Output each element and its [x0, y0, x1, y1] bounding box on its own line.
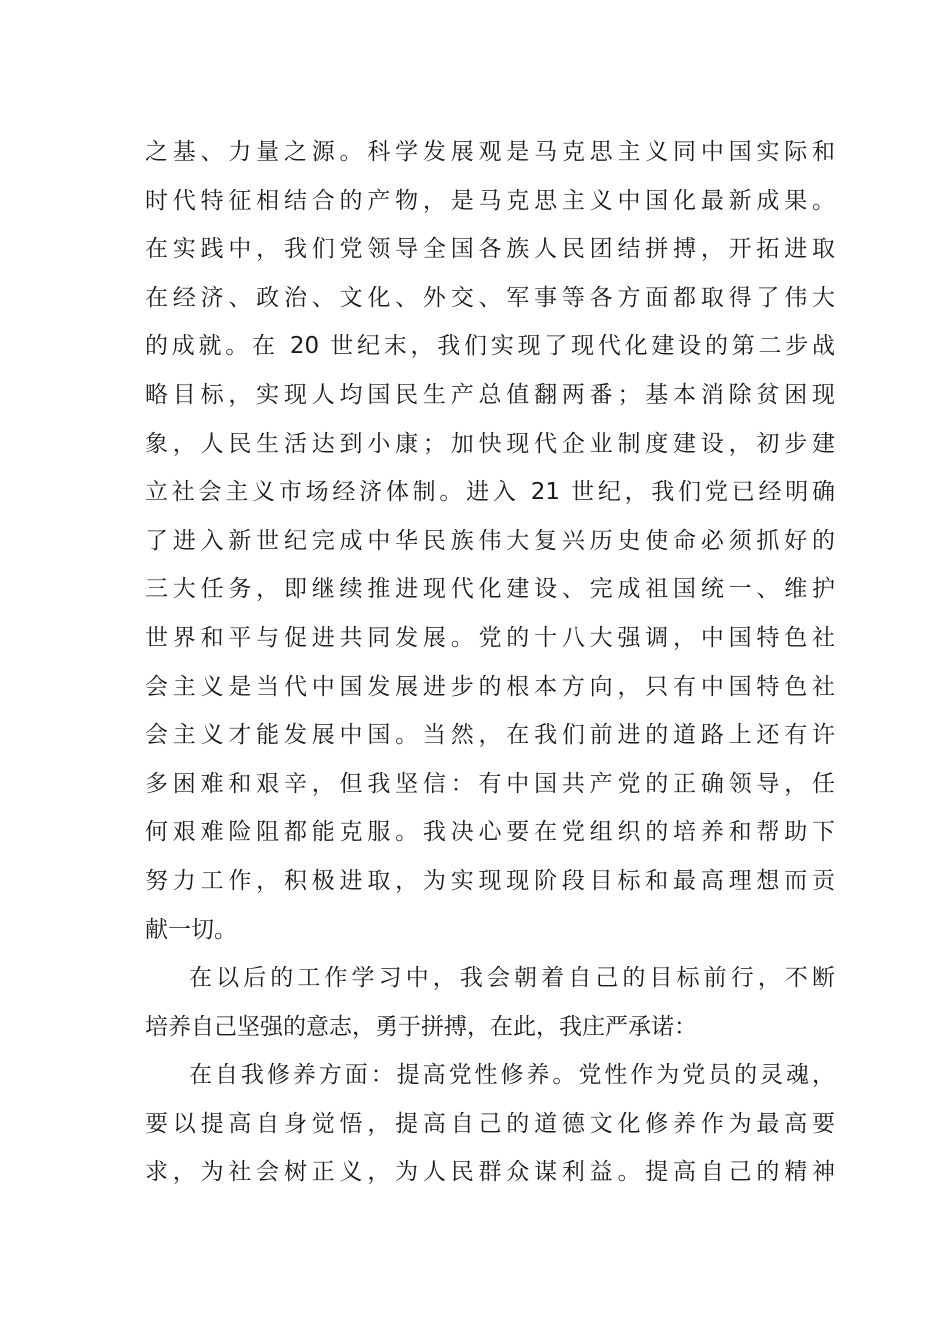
text-line: 略目标，实现人均国民生产总值翻两番；基本消除贫困现 [145, 381, 835, 408]
text-line: 象，人民生活达到小康；加快现代企业制度建设，初步建 [145, 430, 835, 457]
text-line: 在经济、政治、文化、外交、军事等各方面都取得了伟大 [145, 284, 835, 311]
text-line: 培养自己坚强的意志，勇于拼搏，在此，我庄严承诺： [145, 1013, 697, 1040]
text-line: 努力工作，积极进取，为实现现阶段目标和最高理想而贡 [145, 867, 835, 894]
text-line: 之基、力量之源。科学发展观是马克思主义同中国实际和 [145, 139, 835, 165]
text-line: 会主义才能发展中国。当然，在我们前进的道路上还有许 [145, 722, 835, 749]
text-line: 立社会主义市场经济体制。进入 21 世纪，我们党已经明确 [145, 479, 835, 506]
text-line: 时代特征相结合的产物，是马克思主义中国化最新成果。 [145, 187, 835, 214]
text-line: 献一切。 [145, 916, 237, 943]
text-line: 何艰难险阻都能克服。我决心要在党组织的培养和帮助下 [145, 819, 835, 846]
text-line: 在实践中，我们党领导全国各族人民团结拼搏，开拓进取 [145, 236, 835, 263]
text-line: 要以提高自身觉悟，提高自己的道德文化修养作为最高要 [145, 1110, 835, 1137]
text-line: 在以后的工作学习中，我会朝着自己的目标前行，不断 [189, 965, 835, 992]
text-line: 了进入新世纪完成中华民族伟大复兴历史使命必须抓好的 [145, 527, 835, 554]
text-line: 多困难和艰辛，但我坚信：有中国共产党的正确领导，任 [145, 770, 835, 797]
text-line: 会主义是当代中国发展进步的根本方向，只有中国特色社 [145, 673, 835, 700]
text-line: 世界和平与促进共同发展。党的十八大强调，中国特色社 [145, 624, 835, 651]
text-line: 在自我修养方面：提高党性修养。党性作为党员的灵魂， [189, 1062, 835, 1089]
text-line: 三大任务，即继续推进现代化建设、完成祖国统一、维护 [145, 576, 835, 603]
body-text [145, 128, 835, 1197]
text-line: 求，为社会树正义，为人民群众谋利益。提高自己的精神 [145, 1159, 835, 1186]
text-line: 的成就。在 20 世纪末，我们实现了现代化建设的第二步战 [145, 333, 835, 360]
